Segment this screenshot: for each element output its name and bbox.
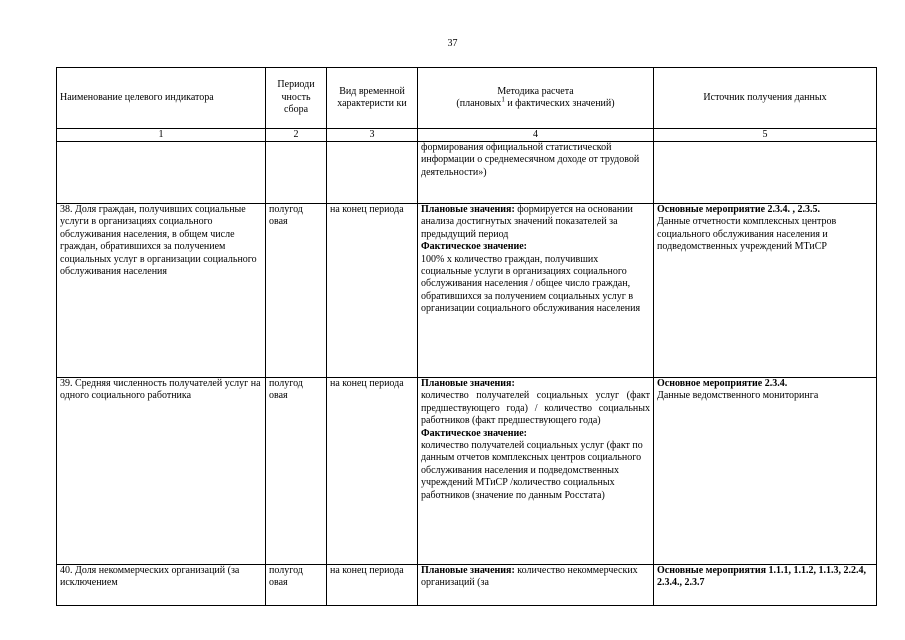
time-type-cell: на конец периода — [327, 565, 418, 606]
indicator-cell: 39. Средняя численность получателей услуг на одного социального работника — [57, 378, 266, 565]
periodicity-cell: полугод овая — [266, 204, 327, 378]
source-text: Данные отчетности комплексных центров социального обслуживания населения и подведомственных учреждений МТиСР — [657, 216, 837, 253]
time-type-cell: на конец периода — [327, 204, 418, 378]
planned-label: Плановые значения: — [421, 565, 515, 576]
source-cell — [654, 142, 877, 204]
periodicity-cell — [266, 142, 327, 204]
column-numbers-row — [57, 129, 877, 142]
indicators-table — [56, 67, 877, 606]
periodicity-cell: полугод овая — [266, 378, 327, 565]
table-row — [57, 142, 877, 204]
method-cell — [418, 204, 654, 378]
source-cell — [654, 378, 877, 565]
planned-label: Плановые значения: — [421, 378, 515, 389]
header-method — [418, 68, 654, 129]
actual-label: Фактическое значение: — [421, 427, 527, 439]
source-text: Данные ведомственного мониторинга — [657, 390, 819, 402]
header-indicator-name: Наименование целевого индикатора — [57, 68, 266, 129]
footnote-marker: 1 — [501, 95, 505, 104]
source-cell — [654, 565, 877, 606]
indicator-cell: 40. Доля некоммерческих организаций (за исключением — [57, 565, 266, 606]
periodicity-cell: полугод овая — [266, 565, 327, 606]
planned-label: Плановые значения: — [421, 204, 515, 215]
method-cell — [418, 565, 654, 606]
source-measures: Основное мероприятие 2.3.4. — [657, 378, 788, 389]
method-cell — [418, 378, 654, 565]
page-number: 37 — [447, 38, 458, 49]
planned-text: количество некоммерческих организаций (за — [421, 565, 638, 589]
actual-text: количество получателей социальных услуг (факт по данным отчетов комплексных центров социального обслуживания населения и подведомственных учреждений МТиСР /количество социальных работников (значение по данным Росстата) — [421, 440, 643, 501]
header-periodicity: Периоди чность сбора — [266, 68, 327, 129]
table-row — [57, 204, 877, 378]
planned-text: количество получателей социальных услуг (факт предшествующего года) / количество социальных работников (факт предшествующего года) — [421, 390, 650, 427]
header-method-sub-post: и фактических значений) — [504, 98, 615, 109]
indicator-cell — [57, 142, 266, 204]
actual-label: Фактическое значение: — [421, 241, 527, 253]
source-measures: Основные мероприятия 1.1.1, 1.1.2, 1.1.3, 2.2.4, 2.3.4., 2.3.7 — [657, 565, 867, 589]
actual-text: 100% х количество граждан, получивших социальные услуги в организациях социального обслуживания населения / общее число граждан, обратившихся за получением социальных услуг в организации социального обслуживания населения — [421, 253, 641, 315]
source-measures: Основные мероприятие 2.3.4. , 2.3.5. — [657, 204, 821, 215]
header-data-source: Источник получения данных — [654, 68, 877, 129]
time-type-cell: на конец периода — [327, 378, 418, 565]
table-row — [57, 378, 877, 565]
column-number: 3 — [327, 129, 418, 142]
header-time-type: Вид временной характеристи ки — [327, 68, 418, 129]
source-cell — [654, 204, 877, 378]
table-header-row — [57, 68, 877, 129]
planned-text: формируется на основании анализа достигнутых значений показателей за предыдущий период — [421, 204, 633, 240]
method-cell: формирования официальной статистической информации о среднемесячном доходе от трудовой деятельности») — [418, 142, 654, 204]
table-row — [57, 565, 877, 606]
header-method-title: Методика расчета — [497, 85, 574, 97]
column-number: 5 — [654, 129, 877, 142]
column-number: 2 — [266, 129, 327, 142]
column-number: 1 — [57, 129, 266, 142]
column-number: 4 — [418, 129, 654, 142]
header-method-sub-pre: (плановых — [456, 98, 502, 109]
time-type-cell — [327, 142, 418, 204]
indicator-cell: 38. Доля граждан, получивших социальные услуги в организациях социального обслуживания населения, в общем числе граждан, обратившихся за получением социальных услуг в организации социального обслуживания населения — [57, 204, 266, 378]
